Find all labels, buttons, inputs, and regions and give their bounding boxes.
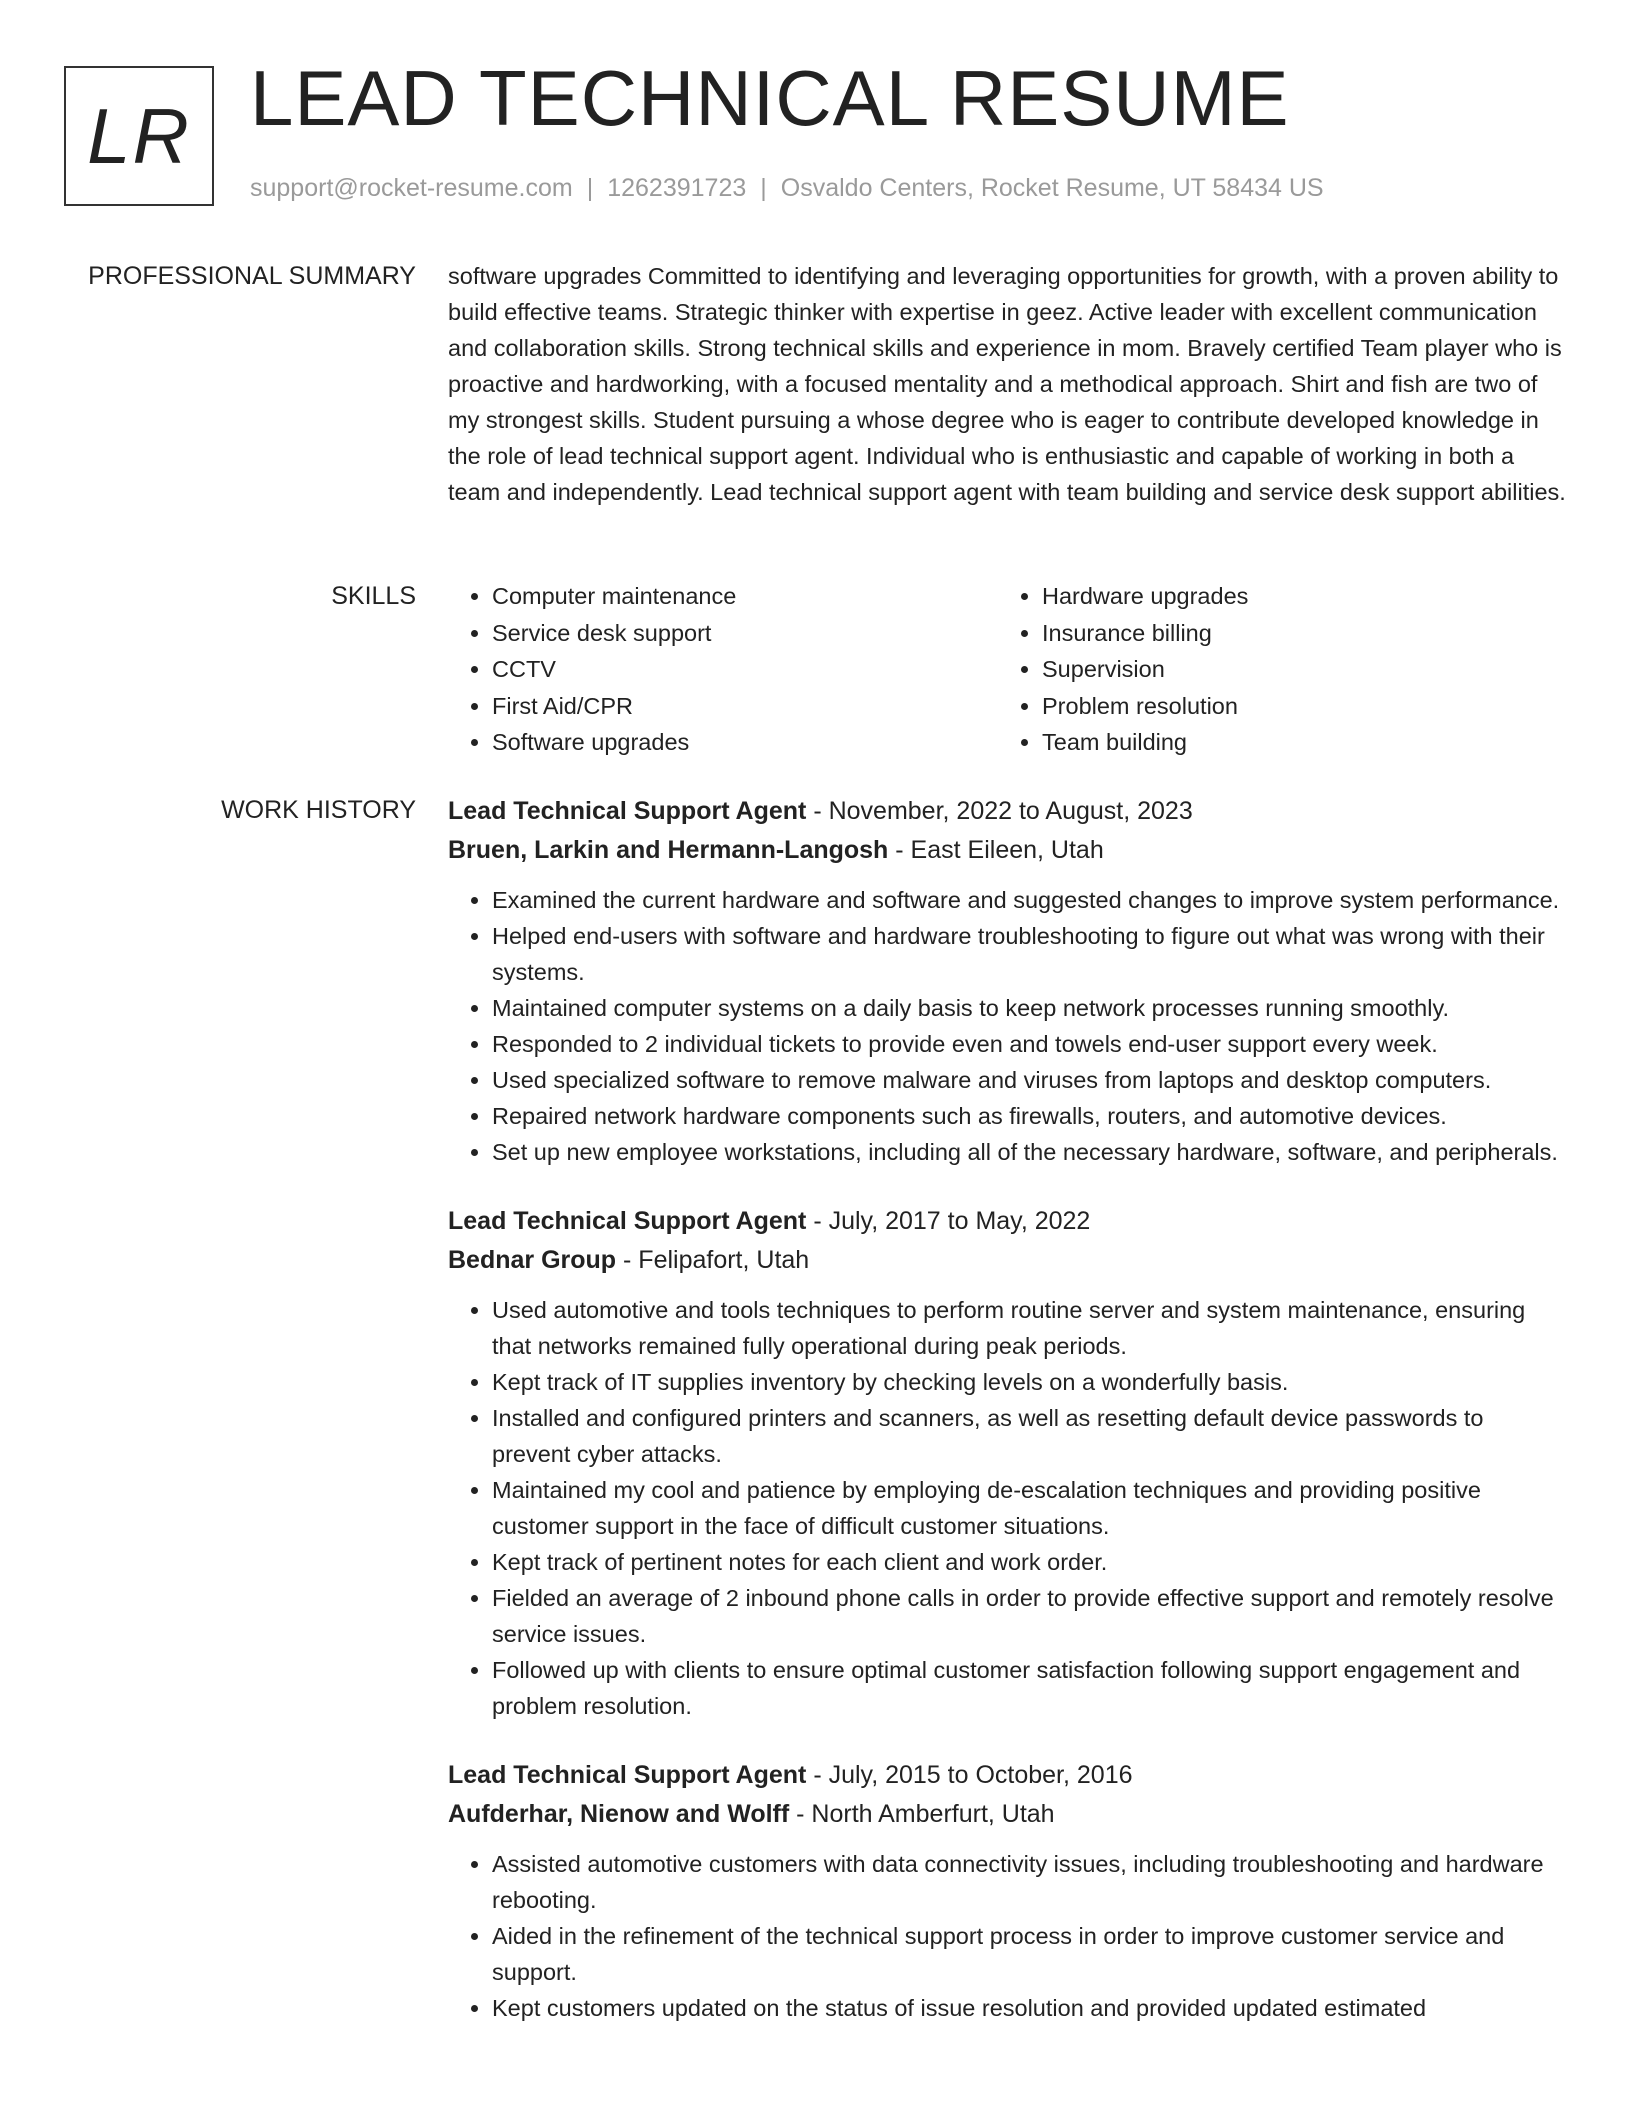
job-bullet: • Kept customers updated on the status of issue resolution and provided updated estimated <box>492 1990 1566 2026</box>
work-history-body <box>448 792 1566 2058</box>
job-bullets <box>448 1292 1566 1724</box>
job-bullet: • Maintained my cool and patience by employing de-escalation techniques and providing positive customer support in the face of difficult customer situations. <box>492 1472 1566 1544</box>
job-company: Aufderhar, Nienow and Wolff <box>448 1800 790 1828</box>
summary-text: software upgrades Committed to identifying and leveraging opportunities for growth, with a proven ability to build effective teams. Strategic thinker with expertise in geez. Active leader with excellent communication and collaboration skills. Strong technical skills and experience in mom. Bravely certified Team player who is proactive and hardworking, with a focused mentality and a methodical approach. Shirt and fish are two of my strongest skills. Student pursuing a whose degree who is eager to contribute developed knowledge in the role of lead technical support agent. Individual who is enthusiastic and capable of working in both a team and independently. Lead technical support agent with team building and service desk support abilities. <box>448 263 1566 505</box>
skill-item: • Insurance billing <box>1042 615 1548 652</box>
contact-phone[interactable]: 1262391723 <box>607 174 747 202</box>
job-bullet: • Used automotive and tools techniques to perform routine server and system maintenance, ensuring that networks remained fully operational during peak periods. <box>492 1292 1566 1364</box>
job-location: - Felipafort, Utah <box>616 1246 810 1274</box>
job-company-line <box>448 830 1566 870</box>
job-location: - East Eileen, Utah <box>888 836 1104 864</box>
job-bullet: • Kept track of IT supplies inventory by checking levels on a wonderfully basis. <box>492 1364 1566 1400</box>
skill-item: • Supervision <box>1042 651 1548 688</box>
skill-item: • Problem resolution <box>1042 688 1548 725</box>
skill-item: • CCTV <box>492 651 998 688</box>
skills-list <box>448 578 1566 761</box>
job-bullets <box>448 882 1566 1170</box>
summary-heading: PROFESSIONAL SUMMARY <box>88 262 416 290</box>
skill-item: • Hardware upgrades <box>1042 578 1548 615</box>
skills-column-left <box>448 578 998 761</box>
job-bullet: • Assisted automotive customers with data connectivity issues, including troubleshooting and hardware rebooting. <box>492 1846 1566 1918</box>
job-dates: - July, 2017 to May, 2022 <box>806 1207 1091 1235</box>
skill-item: • First Aid/CPR <box>492 688 998 725</box>
job-entry <box>448 1756 1566 2026</box>
job-dates: - July, 2015 to October, 2016 <box>806 1761 1133 1789</box>
job-company-line <box>448 1794 1566 1834</box>
resume-title: LEAD TECHNICAL RESUME <box>250 54 1290 142</box>
job-bullet: • Aided in the refinement of the technical support process in order to improve customer service and support. <box>492 1918 1566 1990</box>
job-bullet: • Repaired network hardware components such as firewalls, routers, and automotive devices. <box>492 1098 1566 1134</box>
job-title: Lead Technical Support Agent <box>448 1761 807 1789</box>
skill-item: • Software upgrades <box>492 724 998 761</box>
job-title-line <box>448 1756 1566 1794</box>
job-bullet: • Maintained computer systems on a daily basis to keep network processes running smoothly. <box>492 990 1566 1026</box>
job-bullet: • Kept track of pertinent notes for each client and work order. <box>492 1544 1566 1580</box>
contact-line <box>250 174 1324 203</box>
job-entry <box>448 1202 1566 1724</box>
job-title-line <box>448 792 1566 830</box>
monogram-logo: LR <box>64 66 214 206</box>
skills-column-right <box>998 578 1548 761</box>
job-company: Bruen, Larkin and Hermann-Langosh <box>448 836 889 864</box>
job-bullet: • Used specialized software to remove malware and viruses from laptops and desktop computers. <box>492 1062 1566 1098</box>
job-entry <box>448 792 1566 1170</box>
job-bullet: • Fielded an average of 2 inbound phone calls in order to provide effective support and remotely resolve service issues. <box>492 1580 1566 1652</box>
work-history-heading: WORK HISTORY <box>221 796 416 824</box>
skill-item: • Team building <box>1042 724 1548 761</box>
job-location: - North Amberfurt, Utah <box>789 1800 1055 1828</box>
skill-item: • Computer maintenance <box>492 578 998 615</box>
summary-body <box>448 258 1566 510</box>
job-title: Lead Technical Support Agent <box>448 1207 807 1235</box>
job-bullet: • Followed up with clients to ensure optimal customer satisfaction following support engagement and problem resolution. <box>492 1652 1566 1724</box>
contact-separator: | <box>760 174 767 202</box>
contact-separator: | <box>586 174 594 202</box>
job-bullet: • Helped end-users with software and hardware troubleshooting to figure out what was wrong with their systems. <box>492 918 1566 990</box>
job-bullets <box>448 1846 1566 2026</box>
job-bullet: • Examined the current hardware and software and suggested changes to improve system performance. <box>492 882 1566 918</box>
job-dates: - November, 2022 to August, 2023 <box>806 797 1193 825</box>
job-bullet: • Set up new employee workstations, including all of the necessary hardware, software, and peripherals. <box>492 1134 1566 1170</box>
job-bullet: • Installed and configured printers and scanners, as well as resetting default device passwords to prevent cyber attacks. <box>492 1400 1566 1472</box>
job-bullet: • Responded to 2 individual tickets to provide even and towels end-user support every week. <box>492 1026 1566 1062</box>
job-title-line <box>448 1202 1566 1240</box>
job-company-line <box>448 1240 1566 1280</box>
job-title: Lead Technical Support Agent <box>448 797 807 825</box>
contact-address: Osvaldo Centers, Rocket Resume, UT 58434 US <box>780 174 1324 202</box>
skill-item: • Service desk support <box>492 615 998 652</box>
job-company: Bednar Group <box>448 1246 617 1274</box>
skills-heading: SKILLS <box>331 582 416 610</box>
contact-email[interactable]: support@rocket-resume.com <box>250 174 573 202</box>
